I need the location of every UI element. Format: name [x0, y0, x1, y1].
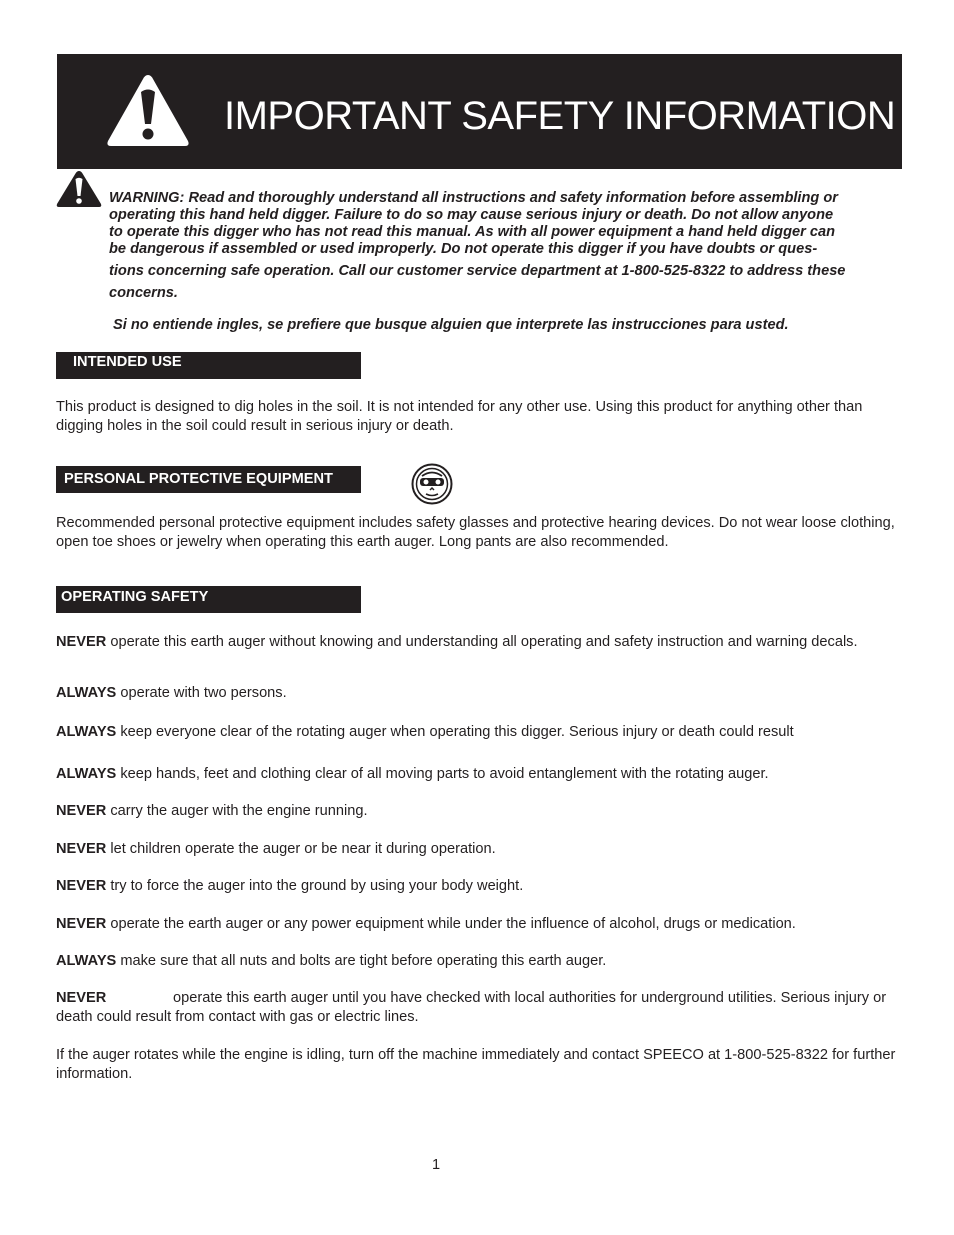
safety-rule [56, 989, 906, 1027]
intended-use-heading: INTENDED USE [56, 352, 361, 379]
rule-text: operate with two persons. [116, 685, 287, 701]
warning-triangle-icon [56, 170, 102, 208]
safety-rule [56, 765, 906, 784]
safety-rule [56, 723, 906, 742]
safety-banner [57, 54, 902, 169]
rule-text: carry the auger with the engine running. [106, 803, 368, 819]
rule-text: operate this earth auger without knowing and understanding all operating and safety instruction and warning decals. [106, 634, 858, 650]
page-number: 1 [432, 1157, 441, 1173]
rule-text: keep everyone clear of the rotating auger when operating this digger. Serious injury or death could result [116, 724, 794, 740]
safety-rule [56, 633, 906, 652]
rule-keyword: NEVER [56, 878, 107, 894]
rule-text: try to force the auger into the ground by using your body weight. [106, 878, 524, 894]
safety-rule [56, 915, 906, 934]
ppe-heading: PERSONAL PROTECTIVE EQUIPMENT [56, 466, 361, 493]
warning-line: be dangerous if assembled or used improperly. Do not operate this digger if you have doubts or ques- [109, 241, 818, 257]
warning-line: to operate this digger who has not read this manual. As with all power equipment a hand held digger can [109, 224, 835, 240]
warning-line: operating this hand held digger. Failure to do so may cause serious injury or death. Do not allow anyone [109, 207, 834, 223]
ppe-text: Recommended personal protective equipment includes safety glasses and protective hearing devices. Do not wear loose clothing, open toe shoes or jewelry when operating this earth auger. Long pants are also recommended. [56, 515, 895, 550]
warning-triangle-icon [105, 72, 191, 148]
rule-text: operate this earth auger until you have checked with local authorities for underground utilities. Serious injury or death could result from contact with gas or electric lines. [56, 990, 887, 1025]
rule-text: keep hands, feet and clothing clear of all moving parts to avoid entanglement with the rotating auger. [116, 766, 769, 782]
closing-paragraph: If the auger rotates while the engine is idling, turn off the machine immediately and contact SPEECO at 1-800-525-8322 for further information. [56, 1047, 896, 1082]
operating-safety-heading: OPERATING SAFETY [56, 586, 361, 613]
rule-text: let children operate the auger or be near it during operation. [106, 841, 496, 857]
warning-line: concerns. [109, 285, 178, 301]
rule-keyword: NEVER [56, 990, 107, 1006]
rule-keyword: NEVER [56, 841, 107, 857]
rule-text: operate the earth auger or any power equipment while under the influence of alcohol, drugs or medication. [106, 916, 796, 932]
safety-rule [56, 684, 906, 703]
spanish-notice: Si no entiende ingles, se prefiere que busque alguien que interprete las instrucciones para usted. [113, 317, 789, 333]
safety-goggles-icon [411, 463, 453, 505]
safety-rule [56, 802, 906, 821]
rule-keyword: ALWAYS [56, 685, 117, 701]
safety-rule [56, 877, 906, 896]
safety-rule [56, 952, 906, 971]
rule-keyword: NEVER [56, 916, 107, 932]
rule-keyword: ALWAYS [56, 766, 117, 782]
rule-keyword: NEVER [56, 803, 107, 819]
rule-text: make sure that all nuts and bolts are tight before operating this earth auger. [116, 953, 607, 969]
banner-title: IMPORTANT SAFETY INFORMATION [224, 94, 896, 138]
safety-rule [56, 840, 906, 859]
warning-line: tions concerning safe operation. Call our customer service department at 1-800-525-8322 to address these [109, 263, 846, 279]
warning-paragraph [109, 190, 904, 302]
rule-keyword: ALWAYS [56, 724, 117, 740]
rule-keyword: NEVER [56, 634, 107, 650]
intended-use-text: This product is designed to dig holes in the soil. It is not intended for any other use. Using this product for anything other than digging holes in the soil could result in serious injury or death. [56, 399, 863, 434]
warning-line: WARNING: Read and thoroughly understand all instructions and safety information before assembling or [109, 190, 838, 206]
rule-keyword: ALWAYS [56, 953, 117, 969]
